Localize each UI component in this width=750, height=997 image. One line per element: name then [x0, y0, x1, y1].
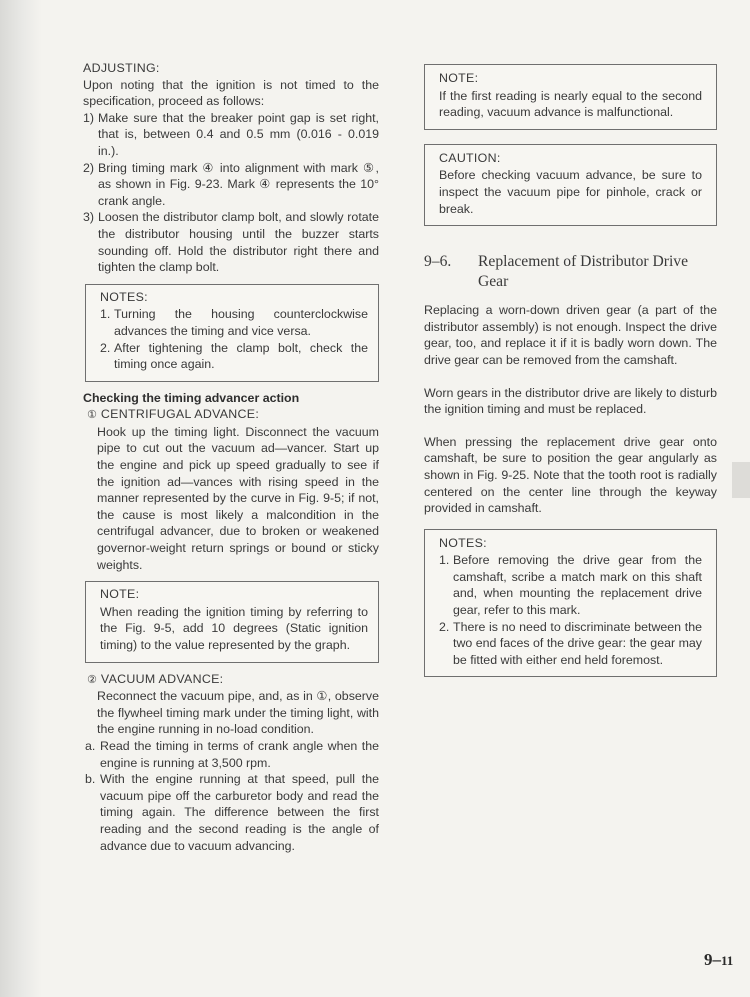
section-number: 9–6. — [424, 253, 452, 271]
step-text: Loosen the distributor clamp bolt, and slowly rotate the distributor housing until the buzzer starts sounding off. Hold the distributor right there and tighten the clamp bolt. — [98, 210, 379, 275]
adjusting-step — [83, 209, 379, 275]
note-number: 2. — [439, 619, 450, 634]
step-letter: b. — [85, 772, 96, 787]
note-item — [100, 306, 368, 339]
note-number: 2. — [100, 340, 111, 355]
note-text: Turning the housing counterclockwise advances the timing and vice versa. — [114, 307, 368, 338]
note-text: There is no need to discriminate between the two end faces of the drive gear: the gear may be fitted with either end held foremost. — [453, 619, 702, 667]
vacuum-steps — [83, 738, 379, 854]
notes-box-drive-gear — [424, 529, 717, 678]
centrifugal-title: CENTRIFUGAL ADVANCE: — [100, 407, 260, 422]
adjusting-intro: Upon noting that the ignition is not timed to the specification, proceed as follows: — [83, 77, 379, 109]
step-number: 2) — [83, 160, 95, 175]
step-number: 1) — [83, 110, 95, 125]
section-title — [424, 252, 717, 292]
note-item — [439, 552, 702, 618]
section-title-text: Replacement of Distributor Drive Gear — [478, 253, 689, 291]
note-text: When reading the ignition timing by referring to the Fig. 9-5, add 10 degrees (Static ignition timing) to the value represented by the graph. — [100, 604, 368, 652]
step-text: Make sure that the breaker point gap is set right, that is, between 0.4 and 0.5 mm (0.016 - 0.019 in.). — [98, 110, 379, 158]
note-number: 1. — [100, 307, 111, 322]
page-binding-shadow — [0, 0, 42, 997]
vacuum-step — [85, 771, 379, 854]
note-text: If the first reading is nearly equal to the second reading, vacuum advance is malfunctional. — [439, 88, 702, 120]
note-number: 1. — [439, 553, 450, 568]
adjusting-heading: ADJUSTING: — [83, 61, 160, 75]
note-text: After tightening the clamp bolt, check the timing once again. — [114, 340, 368, 372]
notes-title: NOTES: — [439, 535, 487, 550]
right-column — [424, 64, 717, 677]
centrifugal-heading — [83, 406, 379, 424]
page-number — [704, 950, 733, 970]
vacuum-heading — [83, 671, 379, 689]
vacuum-title: VACUUM ADVANCE: — [100, 671, 224, 686]
caution-box — [424, 144, 717, 226]
note-title: NOTE: — [439, 71, 479, 85]
section-paragraph: Worn gears in the distributor drive are likely to disturb the ignition timing and must be replaced. — [424, 385, 717, 417]
section-paragraph: When pressing the replacement drive gear onto camshaft, be sure to position the gear angularly as shown in Fig. 9-25. Note that the tooth root is radially centered on the center line through the keyway provided in camshaft. — [424, 434, 717, 516]
notes-box-housing — [85, 284, 379, 382]
note-item — [439, 619, 702, 669]
caution-title: CAUTION: — [439, 150, 501, 165]
notes-list — [439, 552, 702, 668]
notes-list — [100, 306, 368, 372]
note-box-vacuum — [424, 64, 717, 130]
note-title: NOTE: — [100, 587, 140, 602]
left-column — [83, 60, 379, 854]
step-text: Read the timing in terms of crank angle when the engine is running at 3,500 rpm. — [100, 738, 379, 770]
checking-heading: Checking the timing advancer action — [83, 390, 300, 405]
note-box-fig — [85, 581, 379, 662]
circled-one-icon: ① — [87, 408, 98, 422]
page-number-major: 9– — [704, 950, 721, 969]
step-text: With the engine running at that speed, pull the vacuum pipe off the carburetor body and read the timing again. The difference between the first reading and the second reading is the angle of advance due to vacuum advancing. — [100, 772, 379, 853]
notes-title: NOTES: — [100, 289, 148, 304]
vacuum-step — [85, 738, 379, 771]
step-text: Bring timing mark ④ into alignment with mark ⑤, as shown in Fig. 9-23. Mark ④ represents the 10° crank angle. — [98, 160, 379, 208]
step-number: 3) — [83, 210, 95, 225]
section-paragraph: Replacing a worn-down driven gear (a part of the distributor assembly) is not enough. Inspect the drive gear, too, and replace it if it is badly worn down. The drive gear can be removed from the camshaft. — [424, 303, 717, 367]
page-number-minor: 11 — [721, 953, 734, 968]
step-letter: a. — [85, 738, 96, 753]
circled-two-icon: ② — [87, 672, 98, 686]
page-edge-tab — [732, 462, 750, 498]
caution-text: Before checking vacuum advance, be sure to inspect the vacuum pipe for pinhole, crack or break. — [439, 168, 702, 216]
note-text: Before removing the drive gear from the camshaft, scribe a match mark on this shaft and, when mounting the replacement drive gear, refer to this mark. — [453, 553, 702, 618]
adjusting-step — [83, 160, 379, 210]
adjusting-steps — [83, 110, 379, 276]
adjusting-step — [83, 110, 379, 160]
note-item — [100, 340, 368, 373]
centrifugal-text: Hook up the timing light. Disconnect the vacuum pipe to cut out the vacuum ad—vancer. Start up the engine and pick up speed gradually to see if the ignition ad—vances with rising speed in the manner represented by the curve in Fig. 9-5; if not, the cause is most likely a malcondition in the centrifugal advancer, due to broken or weakened governor-weight return springs or bound or sticky weights. — [97, 424, 379, 572]
vacuum-text: Reconnect the vacuum pipe, and, as in ①, observe the flywheel timing mark under the timing light, with the engine running in no-load condition. — [97, 689, 379, 737]
